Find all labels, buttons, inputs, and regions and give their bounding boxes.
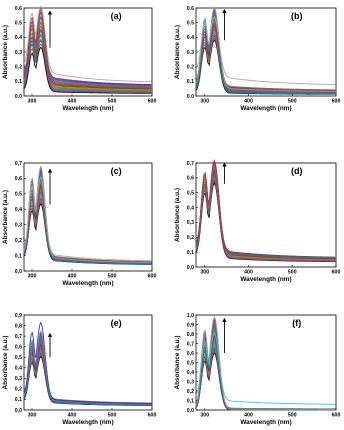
spectrum-line [24,26,151,88]
trend-arrow-head [48,333,52,337]
y-tick-label: 0,6 [14,176,22,183]
panel-label: (b) [291,11,303,21]
x-tick-label: 300 [27,273,37,280]
y-tick-label: 0,5 [186,360,194,367]
y-tick-label: 0.0 [14,93,22,100]
y-tick-label: 0.3 [186,49,194,56]
y-tick-label: 0,4 [186,369,194,376]
spectrum-line [24,331,151,404]
y-tick-label: 0,0 [186,407,194,414]
x-tick-label: 600 [331,98,341,105]
y-tick-label: 0,6 [186,175,194,182]
y-tick-label: 0,1 [186,398,194,405]
spectrum-line-outlier [196,17,335,85]
chart-panel-4 [2,313,156,426]
x-tick-label: 300 [27,412,37,419]
y-tick-label: 0,7 [186,160,194,167]
spectrum-line [24,350,151,404]
y-axis-title: Absorbance (a.u.) [174,188,181,242]
x-tick-label: 600 [331,269,341,276]
y-tick-label: 0,4 [186,205,194,212]
x-tick-label: 500 [287,269,297,276]
x-tick-label: 300 [200,269,210,276]
x-tick-label: 300 [200,98,210,105]
spectrum-line [196,160,335,258]
trend-arrow-head [48,10,52,14]
chart-panel-5 [174,313,340,426]
y-tick-label: 0,2 [14,237,22,244]
spectrum-line [196,28,335,92]
x-tick-label: 400 [244,269,253,276]
panel-label: (f) [292,318,302,328]
y-tick-label: 0,4 [14,365,22,372]
x-tick-label: 600 [147,273,157,280]
y-tick-label: 0.4 [186,35,194,42]
y-tick-label: 0.2 [14,64,22,71]
x-tick-label: 400 [67,273,77,280]
y-tick-label: 0,0 [14,407,22,414]
y-tick-label: 0.6 [14,5,22,12]
y-tick-label: 1,0 [186,312,194,319]
y-tick-label: 0,6 [14,344,22,351]
y-tick-label: 0,8 [186,331,194,338]
y-axis-title: Absorbance (a.u.) [174,25,181,79]
x-tick-label: 500 [107,412,117,419]
chart-panel-2 [2,161,156,287]
x-tick-label: 400 [244,98,253,105]
y-tick-label: 0,3 [14,222,22,229]
x-axis-title: Wavelength (nm) [62,419,114,426]
y-tick-label: 0,2 [14,386,22,393]
x-axis-title: Wavelength (nm) [62,105,114,112]
x-tick-label: 300 [200,412,210,419]
trend-arrow-head [222,318,226,322]
y-tick-label: 0.1 [186,79,194,86]
y-axis-title: Absorbance (a.u.) [174,335,181,390]
chart-panel-3 [174,160,340,283]
y-tick-label: 0.2 [186,64,194,71]
panel-label: (e) [110,318,122,328]
spectrum-line [196,40,335,94]
spectrum-line [24,204,151,265]
y-tick-label: 0,3 [186,379,194,386]
y-tick-label: 0,2 [186,235,194,242]
spectrum-line [196,34,335,93]
spectrum-line [24,201,151,263]
y-tick-label: 0,0 [186,264,194,271]
chart-panel-0 [2,6,156,112]
y-tick-label: 0,9 [186,322,194,329]
x-tick-label: 400 [67,412,77,419]
spectrum-line-outlier [196,333,335,404]
y-tick-label: 0.1 [14,79,22,86]
y-tick-label: 0,7 [14,160,22,167]
y-tick-label: 0.3 [14,49,22,56]
x-tick-label: 500 [107,273,117,280]
x-tick-label: 500 [287,412,297,419]
y-tick-label: 0,5 [14,191,22,198]
panel-label: (c) [110,166,122,176]
y-tick-label: 0,3 [14,376,22,383]
y-tick-label: 0,1 [14,397,22,404]
y-tick-label: 0,5 [186,190,194,197]
y-tick-label: 0,2 [186,388,194,395]
x-tick-label: 500 [287,98,297,105]
y-tick-label: 0.6 [186,5,194,12]
y-tick-label: 0,6 [186,350,194,357]
y-axis-title: Absorbance (a.u.) [2,25,9,79]
y-tick-label: 0,1 [186,249,194,256]
y-tick-label: 0.5 [186,20,194,27]
spectrum-line [196,32,335,92]
spectrum-line [24,191,151,264]
y-tick-label: 0.5 [14,20,22,27]
y-tick-label: 0,5 [14,355,22,362]
x-tick-label: 400 [67,98,77,105]
y-tick-label: 0,0 [14,268,22,275]
y-tick-label: 0,8 [14,323,22,330]
spectrum-line [24,357,151,406]
spectrum-line [24,197,151,264]
x-axis-title: Wavelength (nm) [62,280,114,287]
y-tick-label: 0,9 [14,312,22,319]
y-tick-label: 0,7 [186,341,194,348]
y-axis-title: Absorbance (a.u.) [2,190,9,244]
trend-arrow-head [48,169,52,173]
y-tick-label: 0.4 [14,35,22,42]
y-axis-title: Absorbance (a.u.) [2,335,9,390]
y-tick-label: 0,3 [186,220,194,227]
spectrum-line-outlier [24,177,151,261]
spectrum-line [24,195,151,263]
spectrum-line [196,25,335,94]
y-tick-label: 0,7 [14,333,22,340]
x-tick-label: 500 [107,98,117,105]
x-tick-label: 600 [331,412,341,419]
x-axis-title: Wavelength (nm) [240,276,292,283]
x-tick-label: 400 [244,412,253,419]
chart-panel-1 [174,6,340,112]
y-tick-label: 0.0 [186,93,194,100]
panel-label: (d) [291,166,303,176]
x-axis-title: Wavelength (nm) [240,419,292,426]
x-axis-title: Wavelength (nm) [240,105,292,112]
trend-arrow-head [222,9,226,13]
x-tick-label: 600 [147,412,157,419]
y-tick-label: 0,1 [14,253,22,260]
y-tick-label: 0,4 [14,207,22,214]
panel-label: (a) [110,11,122,21]
x-tick-label: 300 [27,98,37,105]
x-tick-label: 600 [147,98,157,105]
spectrum-line [24,355,151,404]
